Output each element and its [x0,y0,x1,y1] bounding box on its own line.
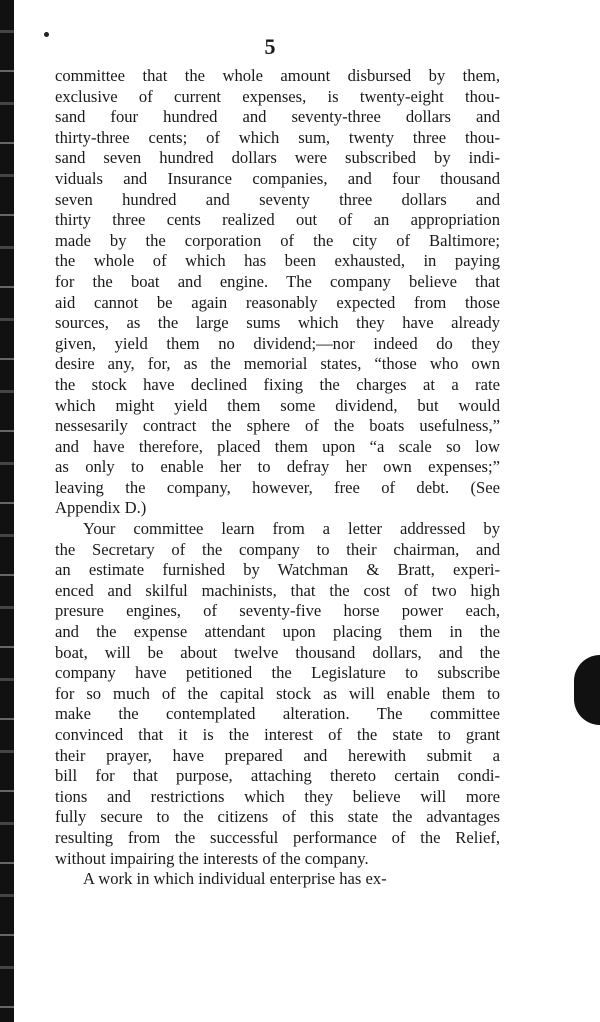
text-line: sand seven hundred dollars were subscribed by indi- [55,148,500,168]
text-line: company have petitioned the Legislature to subscribe [55,663,500,683]
paragraph [55,66,500,519]
text-line: which might yield them some dividend, but would [55,395,500,415]
text-line: boat, will be about twelve thousand dollars, and the [55,642,500,662]
text-line: and have therefore, placed them upon “a scale so low [55,436,500,456]
text-line: thirty-three cents; of which sum, twenty three thou- [55,127,500,147]
text-line: and the expense attendant upon placing them in the [55,622,500,642]
text-line: without impairing the interests of the company. [55,848,369,868]
text-line: aid cannot be again reasonably expected from those [55,292,500,312]
text-line: for the boat and engine. The company believe that [55,271,500,291]
paragraph [55,519,500,869]
text-line: as only to enable her to defray her own expenses;” [55,457,500,477]
binding-edge [0,0,14,1022]
text-line: the whole of which has been exhausted, in paying [55,251,500,271]
text-line: Your committee learn from a letter addressed by [83,519,500,539]
text-line: tions and restrictions which they believe will more [55,786,500,806]
text-line: convinced that it is the interest of the state to grant [55,725,500,744]
text-line: viduals and Insurance companies, and four thousand [55,168,500,188]
text-line: sand four hundred and seventy-three dollars and [55,107,500,127]
text-line: enced and skilful machinists, that the cost of two high [55,580,500,600]
text-line: presure engines, of seventy-five horse power each, [55,601,500,621]
text-line: Appendix D.) [55,498,147,518]
text-line: leaving the company, however, free of debt. (See [55,477,500,497]
text-line: thirty three cents realized out of an appropriation [55,210,500,230]
text-line: A work in which individual enterprise has ex- [83,869,387,889]
paragraph [55,869,500,890]
text-line: an estimate furnished by Watchman & Bratt, experi- [55,560,500,580]
text-line: committee that the whole amount disbursed by them, [55,66,500,85]
text-line: given, yield them no dividend;—nor indeed do they [55,333,500,353]
text-line: made by the corporation of the city of Baltimore; [55,230,500,250]
text-line: for so much of the capital stock as will enable them to [55,683,500,703]
text-line: their prayer, have prepared and herewith submit a [55,745,500,765]
text-line: bill for that purpose, attaching thereto certain condi- [55,766,500,786]
text-line: nessesarily contract the sphere of the boats usefulness,” [55,416,500,436]
text-line: sources, as the large sums which they have already [55,313,500,333]
text-line: fully secure to the citizens of this state the advantages [55,807,500,827]
text-line: exclusive of current expenses, is twenty-eight thou- [55,86,500,106]
text-line: the stock have declined fixing the charges at a rate [55,374,500,394]
text-line: resulting from the successful performance of the Relief, [55,827,500,847]
text-line: seven hundred and seventy three dollars and [55,189,500,209]
text-line: desire any, for, as the memorial states, “those who own [55,354,500,374]
text-line: make the contemplated alteration. The committee [55,704,500,724]
page-number: 5 [264,34,276,59]
text-line: the Secretary of the company to their chairman, and [55,539,500,559]
body-text [55,66,500,890]
edge-blot [574,655,600,725]
